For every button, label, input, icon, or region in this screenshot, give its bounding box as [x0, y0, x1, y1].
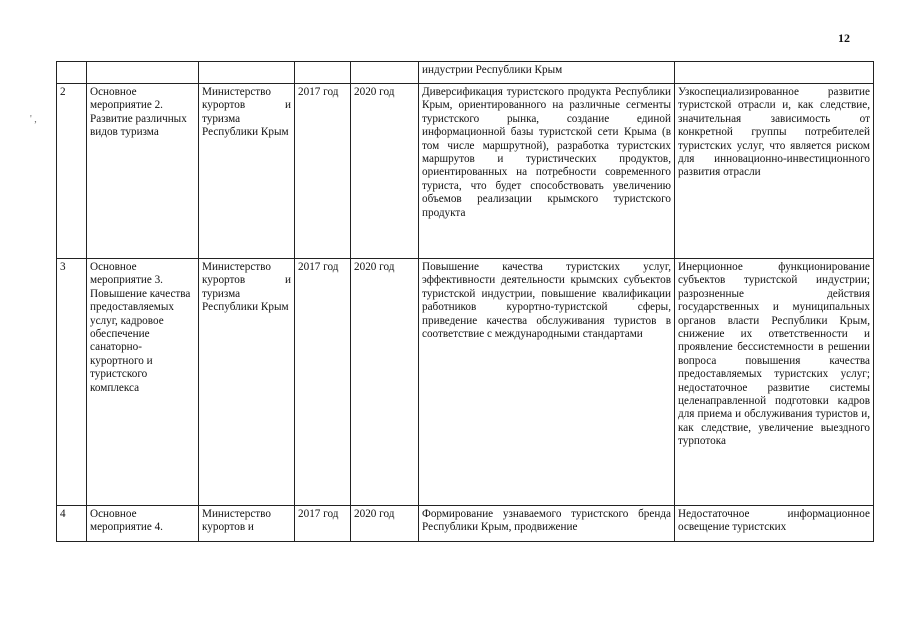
cell-measure: Основное мероприятие 4. [87, 506, 199, 542]
table-row [57, 84, 874, 259]
measures-table [56, 61, 874, 542]
cell-consequence: Узкоспециализированное развитие туристской отрасли и, как следствие, значительная зависимость от конкретной группы потребителей туристских услуг, что является риском для инновационно-инвестиционного развития отрасли [675, 84, 874, 259]
cell-end [351, 62, 419, 84]
cell-start [295, 62, 351, 84]
table-row-carryover [57, 62, 874, 84]
cell-consequence [675, 62, 874, 84]
cell-result: индустрии Республики Крым [419, 62, 675, 84]
cell-num: 4 [57, 506, 87, 542]
cell-start: 2017 год [295, 84, 351, 259]
cell-start: 2017 год [295, 259, 351, 506]
cell-measure: Основное мероприятие 3. Повышение качества предоставляемых услуг, кадровое обеспечение санаторно-курортного и туристского комплекса [87, 259, 199, 506]
cell-end: 2020 год [351, 259, 419, 506]
cell-result: Формирование узнаваемого туристского бренда Республики Крым, продвижение [419, 506, 675, 542]
cell-executor: Министерство курортов и туризма Республики Крым [199, 259, 295, 506]
cell-result: Повышение качества туристских услуг, эффективности деятельности крымских субъектов туристской индустрии, повышение квалификации работников курортно-туристской сферы, приведение качества обслуживания туристов в соответствие с международными стандартами [419, 259, 675, 506]
cell-measure: Основное мероприятие 2. Развитие различных видов туризма [87, 84, 199, 259]
cell-executor [199, 62, 295, 84]
table-row [57, 259, 874, 506]
cell-num [57, 62, 87, 84]
cell-consequence: Недостаточное информационное освещение туристских [675, 506, 874, 542]
cell-num: 3 [57, 259, 87, 506]
cell-end: 2020 год [351, 506, 419, 542]
page-number: 12 [838, 31, 850, 45]
cell-measure [87, 62, 199, 84]
cell-executor: Министерство курортов и [199, 506, 295, 542]
margin-marks: ' , [30, 114, 37, 125]
cell-consequence: Инерционное функционирование субъектов туристской индустрии; разрозненные действия государственных и муниципальных органов власти Республики Крым, снижение их ответственности и проявление бессистемности в решении вопроса повышения качества предоставляемых туристских услуг; недостаточное развитие системы целенаправленной подготовки кадров для приема и обслуживания туристов и, как следствие, увеличение выездного турпотока [675, 259, 874, 506]
table-row [57, 506, 874, 542]
cell-end: 2020 год [351, 84, 419, 259]
cell-executor: Министерство курортов и туризма Республики Крым [199, 84, 295, 259]
cell-start: 2017 год [295, 506, 351, 542]
cell-num: 2 [57, 84, 87, 259]
cell-result: Диверсификация туристского продукта Республики Крым, ориентированного на различные сегменты туристского рынка, создание единой информационной базы туристской сети Крыма (в том числе маршрутной), разработка туристских маршрутов и туристических продуктов, ориентированных на потребности современного туриста, что будет способствовать увеличению объемов реализации крымского туристского продукта [419, 84, 675, 259]
